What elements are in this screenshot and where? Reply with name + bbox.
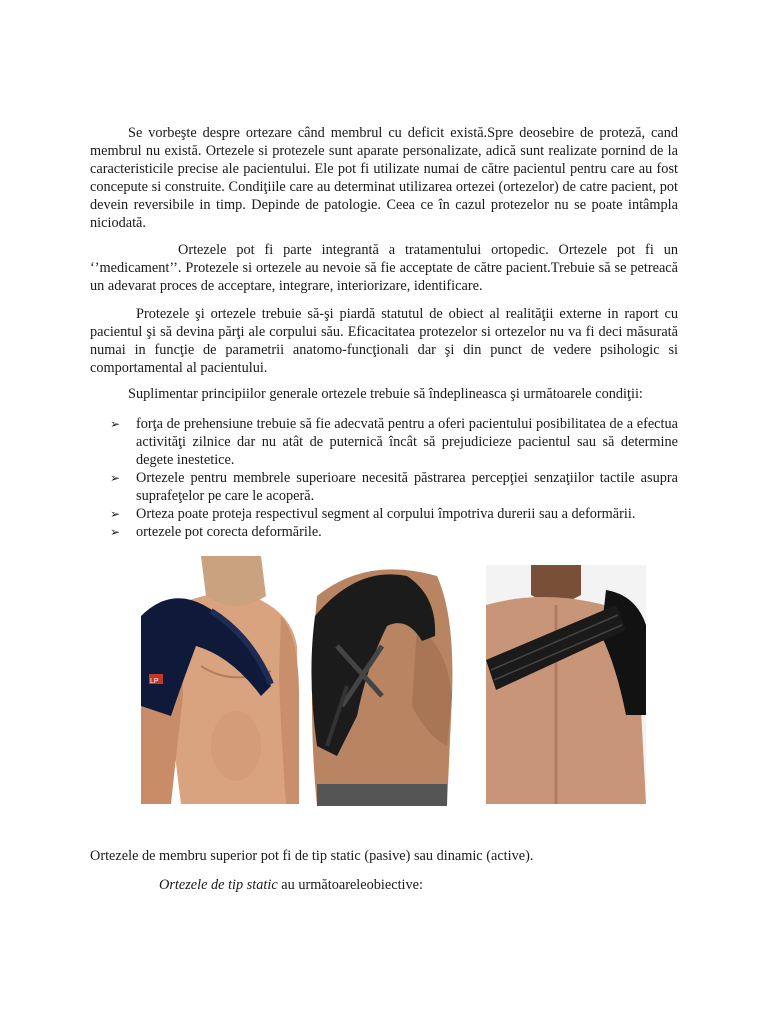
list-item xyxy=(90,523,678,541)
photo-shoulder-brace-front xyxy=(141,556,299,804)
paragraph-upper-limb-orthosis-types: Ortezele de membru superior pot fi de tip static (pasive) sau dinamic (active). xyxy=(90,848,534,864)
list-item xyxy=(90,505,678,523)
arrow-bullet-icon: ➢ xyxy=(110,471,121,485)
arrow-bullet-icon: ➢ xyxy=(110,525,121,539)
paragraph-conditions-intro: Suplimentar principiilor generale ortezele trebuie să îndeplineasca şi următoarele condiţii: xyxy=(128,386,643,402)
list-item-text: ortezele pot corecta deformările. xyxy=(136,524,322,540)
section-after-images xyxy=(90,847,678,894)
brace-brand-label: LP xyxy=(150,678,159,685)
photo-shoulder-brace-back xyxy=(307,556,455,806)
list-item xyxy=(90,415,678,469)
document-body xyxy=(90,124,678,541)
paragraph-orthosis-acceptance: Protezele şi ortezele trebuie să-şi piardă statutul de obiect al realităţii externe in raport cu pacientul şi să devina părţi ale corpului său. Eficacitatea protezelor si ortezelor nu va fi deci măsurată numai in funcţie de parametrii anatomo-funcţionali dar şi din punct de vedere psihologic si comportamental al pacientului. xyxy=(90,306,678,376)
paragraph-orthosis-treatment: Ortezele pot fi parte integrantă a tratamentului ortopedic. Ortezele pot fi un ‘’medicament’’. Protezele si ortezele au nevoie să fie acceptate de către pacient.Trebuie să se petreacă un adevarat proces de acceptare, integrare, interiorizare, identificare. xyxy=(90,242,678,294)
list-item-text: forţa de prehensiune trebuie să fie adecvată pentru a oferi pacientului posibilitatea de a efectua activităţi zilnice dar nu atât de puternică încât să prejudicieze pacientul sau să determine degete inestetice. xyxy=(136,416,678,468)
static-orthosis-rest: au următoareleobiective: xyxy=(277,877,423,893)
photo-shoulder-strap-back xyxy=(486,565,646,804)
arrow-bullet-icon: ➢ xyxy=(110,417,121,431)
paragraph-orthosis-definition: Se vorbeşte despre ortezare când membrul cu deficit există.Spre deosebire de proteză, cand membrul nu există. Ortezele si protezele sunt aparate personalizate, adică sunt realizate pornind de la caracteristicile precise ale pacientului. Ele pot fi utilizate numai de către pacientul pentru care au fost concepute si construite. Condiţiile care au determinat utilizarea ortezei (ortezelor) de catre pacient, pot devein reversibile in timp. Depinde de patologie. Ceea ce în cazul protezelor nu se poate intâmpla niciodată. xyxy=(90,125,678,231)
list-item xyxy=(90,469,678,505)
list-item-text: Orteza poate proteja respectivul segment al corpului împotriva durerii sau a deformării. xyxy=(136,506,636,522)
list-item-text: Ortezele pentru membrele superioare necesită păstrarea percepţiei senzaţiilor tactile asupra suprafeţelor pe care le acoperă. xyxy=(136,470,678,504)
arrow-bullet-icon: ➢ xyxy=(110,507,121,521)
paragraph-static-orthosis-objectives xyxy=(90,876,678,894)
static-orthosis-term: Ortezele de tip static xyxy=(159,877,278,893)
conditions-list xyxy=(90,415,678,541)
shoulder-brace-photos xyxy=(0,556,768,806)
